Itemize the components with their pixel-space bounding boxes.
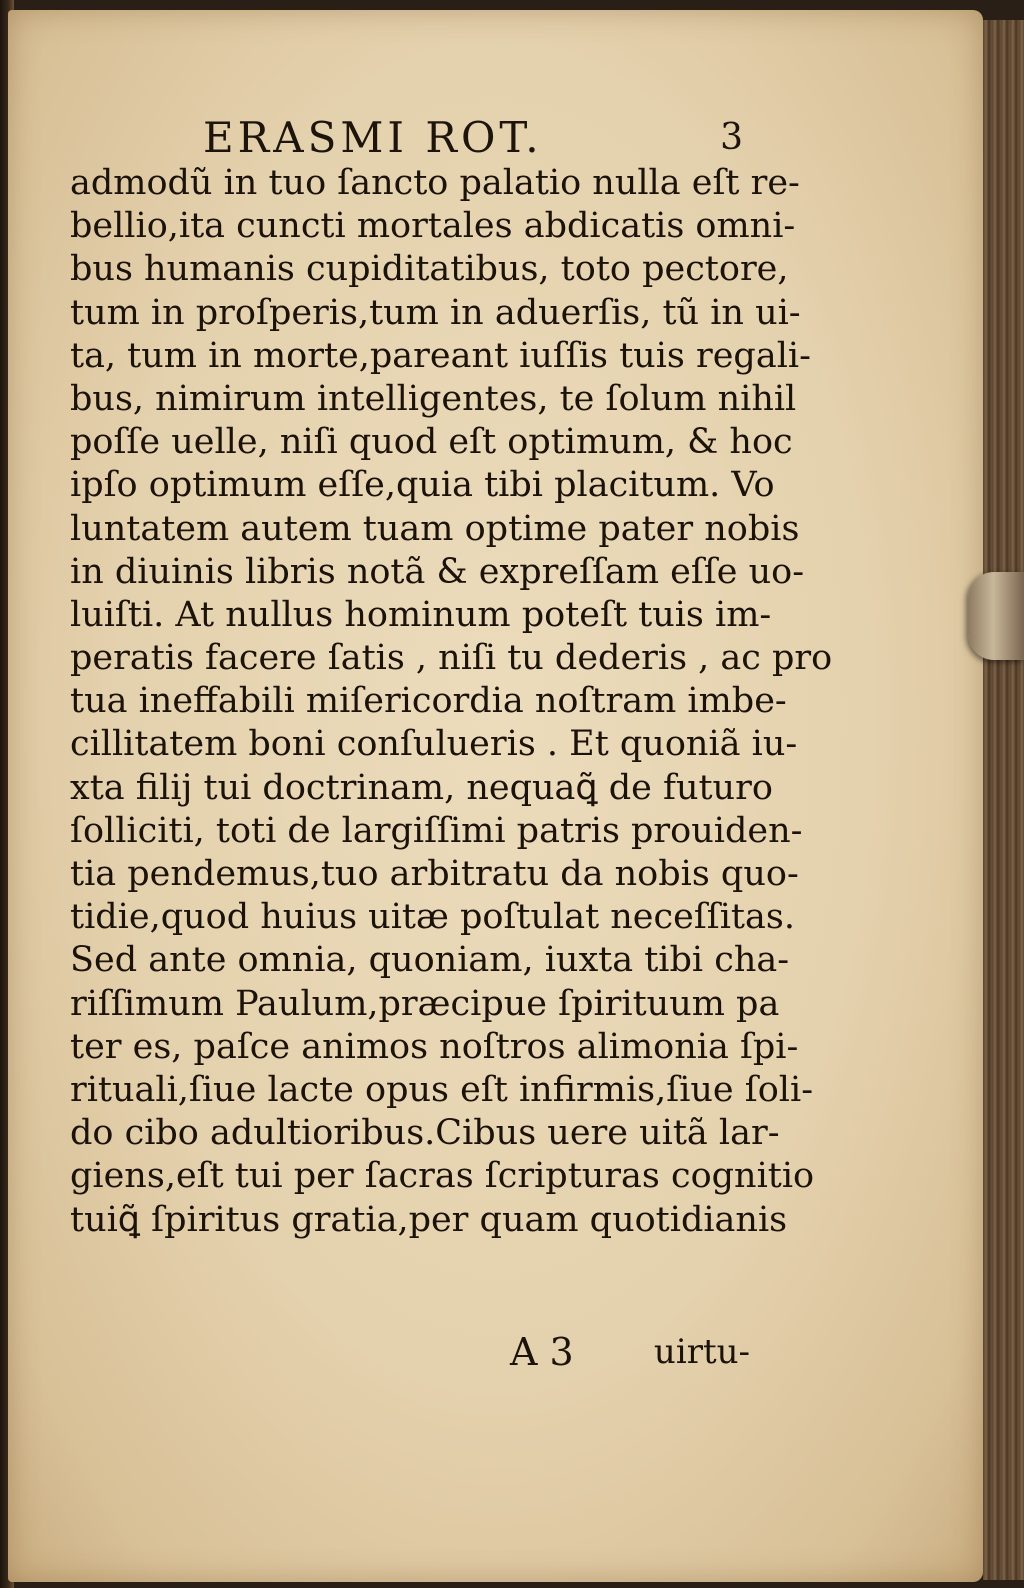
book-page [8, 10, 983, 1582]
text-line: do cibo adultioribus.Cibus uere uitã lar- [70, 1113, 780, 1154]
text-line: rituali,ſiue lacte opus eſt infirmis,ſiue ſoli- [70, 1069, 814, 1110]
text-line: bus humanis cupiditatibus, toto pectore, [70, 249, 789, 290]
text-line: in diuinis libris notã & expreſſam eſſe uo- [70, 551, 805, 592]
text-line: peratis facere ſatis , niſi tu dederis , ac pro [70, 638, 833, 679]
text-line: ta, tum in morte,pareant iuſſis tuis regali- [70, 335, 811, 376]
text-line: ter es, paſce animos noſtros alimonia ſpi- [70, 1026, 799, 1067]
text-line: ſolliciti, toti de largiſſimi patris prouiden- [70, 810, 803, 851]
catchword: uirtu- [653, 1332, 750, 1372]
text-line: tidie,quod huius uitæ poſtulat neceſſitas. [70, 897, 795, 938]
text-line: cillitatem boni conſulueris . Et quoniã iu- [70, 724, 798, 765]
text-line: riſſimum Paulum,præcipue ſpirituum pa [70, 983, 780, 1024]
text-line: ipſo optimum eſſe,quia tibi placitum. Vo [70, 465, 775, 506]
text-line: poſſe uelle, niſi quod eſt optimum, & hoc [70, 422, 793, 463]
text-line: xta filij tui doctrinam, nequaꝗ̃ de futuro [70, 767, 773, 808]
text-line: tuiꝗ̃ ſpiritus gratia,per quam quotidianis [70, 1199, 788, 1240]
text-line: luntatem autem tuam optime pater nobis [70, 508, 800, 549]
page-footer [70, 1328, 750, 1376]
signature-mark: A 3 [510, 1330, 574, 1374]
text-line: bus, nimirum intelligentes, te ſolum nihil [70, 378, 797, 419]
folio-number: 3 [720, 117, 743, 158]
text-line: tia pendemus,tuo arbitratu da nobis quo- [70, 854, 799, 894]
text-line: luiſti. At nullus hominum poteſt tuis im- [70, 594, 772, 635]
body-text [70, 162, 833, 1242]
text-line: tum in proſperis,tum in aduerſis, tũ in ui- [70, 292, 801, 333]
text-line: tua ineffabili miſericordia noſtram imbe- [70, 681, 787, 722]
text-line: admodũ in tuo ſancto palatio nulla eſt re- [70, 163, 800, 203]
text-line: Sed ante omnia, quoniam, iuxta tibi cha- [70, 940, 790, 981]
page-header [203, 110, 743, 166]
page-fore-edge [983, 20, 1024, 1580]
text-line: giens,eſt tui per ſacras ſcripturas cognitio [70, 1156, 815, 1197]
book-clasp [968, 572, 1024, 660]
text-line: bellio,ita cuncti mortales abdicatis omni- [70, 206, 796, 247]
running-head: ERASMI ROT. [203, 113, 543, 162]
